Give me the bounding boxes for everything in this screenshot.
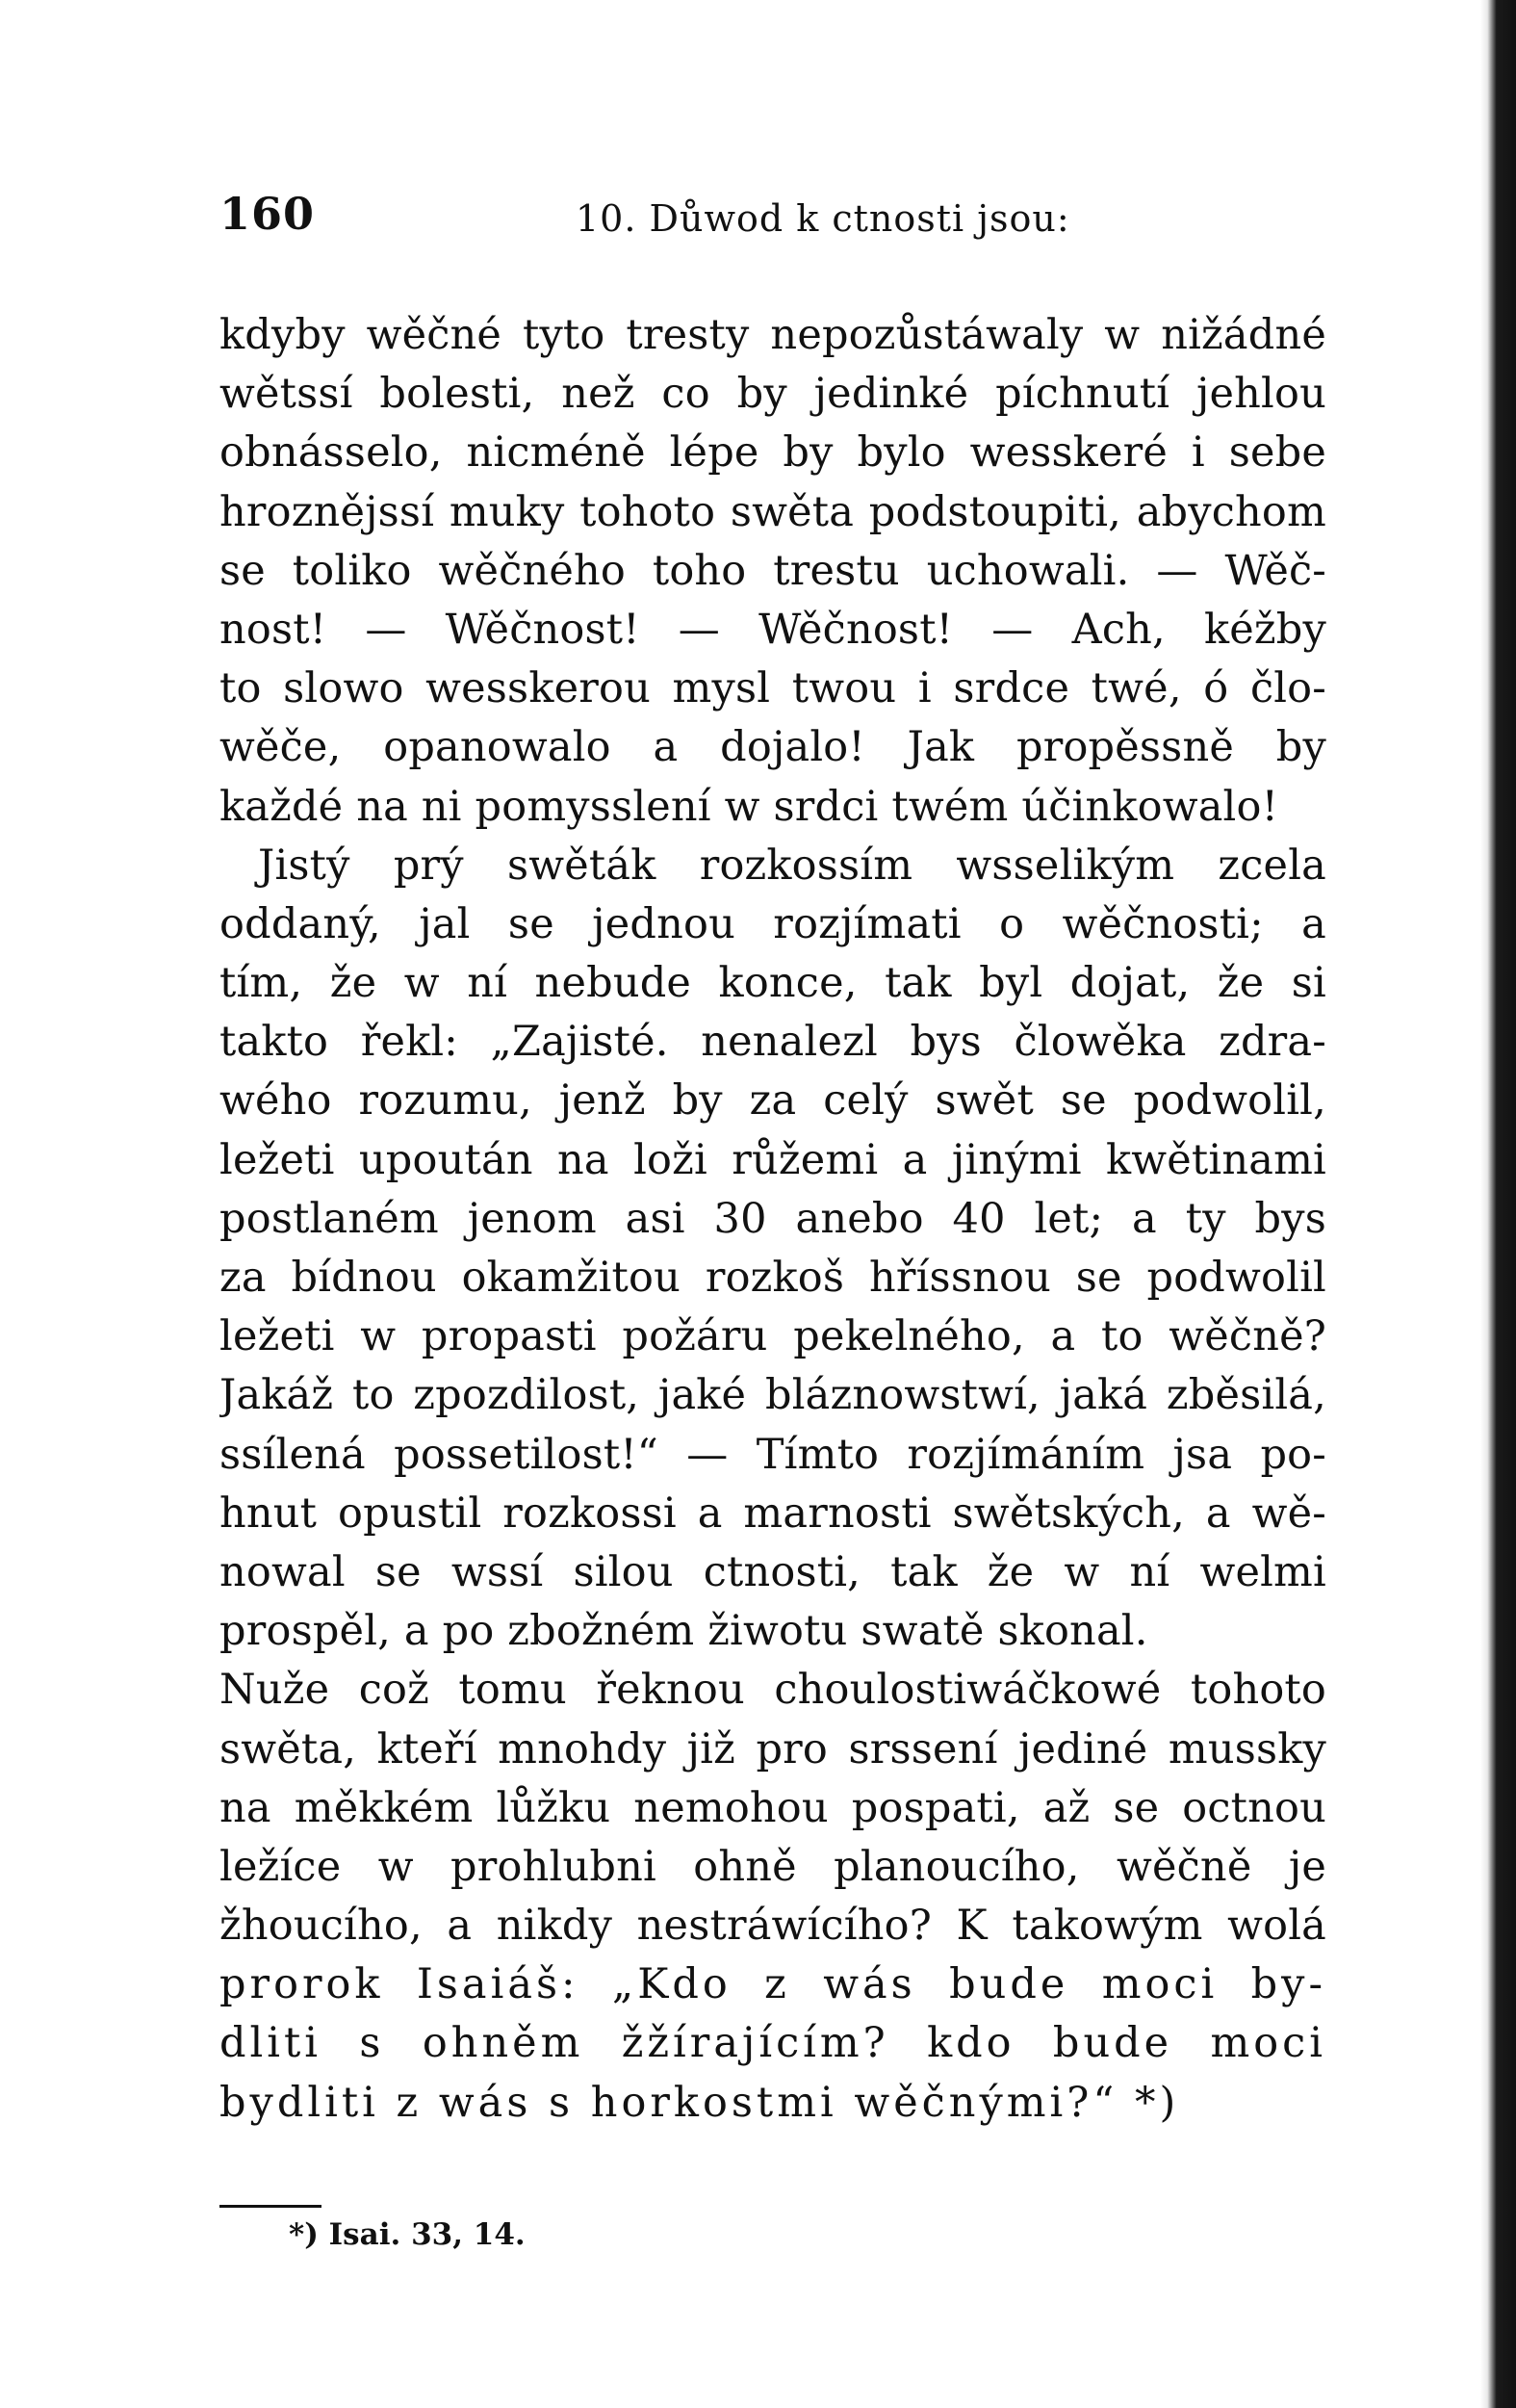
text-line: prorok Isaiáš: „Kdo z wás bude moci by- bbox=[219, 1960, 1326, 2009]
text-line: Jistý prý swěták rozkossím wsselikým zcela bbox=[258, 841, 1326, 890]
page-number: 160 bbox=[219, 188, 316, 240]
text-line: ležeti w propasti požáru pekelného, a to wěčně? bbox=[219, 1312, 1326, 1361]
text-line: tím, že w ní nebude konce, tak byl dojat, že si bbox=[219, 959, 1326, 1008]
text-line: nowal se wssí silou ctnosti, tak že w ní welmi bbox=[219, 1547, 1326, 1596]
text-line: postlaném jenom asi 30 anebo 40 let; a ty bys bbox=[219, 1194, 1326, 1243]
text-line: na měkkém lůžku nemohou pospati, až se octnou bbox=[219, 1783, 1326, 1832]
text-line: za bídnou okamžitou rozkoš hříssnou se podwolil bbox=[219, 1254, 1326, 1302]
footnote-rule bbox=[219, 2205, 321, 2208]
footnote: *) Isai. 33, 14. bbox=[289, 2217, 526, 2252]
running-head: 10. Důwod k ctnosti jsou: bbox=[576, 197, 1070, 240]
text-line: prospěl, a po zbožném žiwotu swatě skonal. bbox=[219, 1607, 1148, 1656]
text-line: obnásselo, nicméně lépe by bylo wesskeré i sebe bbox=[219, 428, 1326, 478]
page-header bbox=[219, 188, 1326, 255]
text-line: bydliti z wás s horkostmi wěčnými?“ *) bbox=[219, 2078, 1180, 2127]
text-line: ssílená possetilost!“ — Tímto rozjímáním jsa po- bbox=[219, 1430, 1326, 1479]
text-line: nost! — Wěčnost! — Wěčnost! — Ach, kéžby bbox=[219, 605, 1326, 654]
text-line: každé na ni pomysslení w srdci twém účinkowalo! bbox=[219, 782, 1279, 831]
text-line: se toliko wěčného toho trestu uchowali. — Wěč- bbox=[219, 546, 1326, 595]
text-line: wěče, opanowalo a dojalo! Jak propěssně by bbox=[219, 723, 1326, 772]
text-line: žhoucího, a nikdy nestráwícího? K takowým wolá bbox=[219, 1902, 1326, 1951]
page-edge-shadow bbox=[1480, 0, 1516, 2408]
text-line: oddaný, jal se jednou rozjímati o wěčnosti; a bbox=[219, 899, 1326, 948]
text-line: to slowo wesskerou mysl twou i srdce twé, ó člo- bbox=[219, 664, 1326, 713]
text-line: dliti s ohněm žžírajícím? kdo bude moci bbox=[219, 2019, 1326, 2068]
text-line: Nuže což tomu řeknou choulostiwáčkowé tohoto bbox=[219, 1666, 1326, 1715]
text-line: hroznějssí muky tohoto swěta podstoupiti, abychom bbox=[219, 487, 1326, 536]
text-line: takto řekl: „Zajisté. nenalezl bys člowěka zdra- bbox=[219, 1018, 1326, 1067]
text-line: hnut opustil rozkossi a marnosti swětských, a wě- bbox=[219, 1489, 1326, 1538]
body-text bbox=[219, 306, 1326, 2133]
text-line: wětssí bolesti, než co by jedinké píchnutí jehlou bbox=[219, 370, 1326, 419]
text-line: swěta, kteří mnohdy již pro srssení jediné mussky bbox=[219, 1724, 1326, 1774]
text-line: ležeti upoután na loži růžemi a jinými kwětinami bbox=[219, 1135, 1326, 1184]
text-line: ležíce w prohlubni ohně planoucího, wěčně je bbox=[219, 1842, 1326, 1891]
text-line: wého rozumu, jenž by za celý swět se podwolil, bbox=[219, 1076, 1326, 1126]
text-line: Jakáž to zpozdilost, jaké bláznowstwí, jaká zběsilá, bbox=[219, 1371, 1326, 1420]
text-line: kdyby wěčné tyto tresty nepozůstáwaly w nižádné bbox=[219, 311, 1326, 359]
